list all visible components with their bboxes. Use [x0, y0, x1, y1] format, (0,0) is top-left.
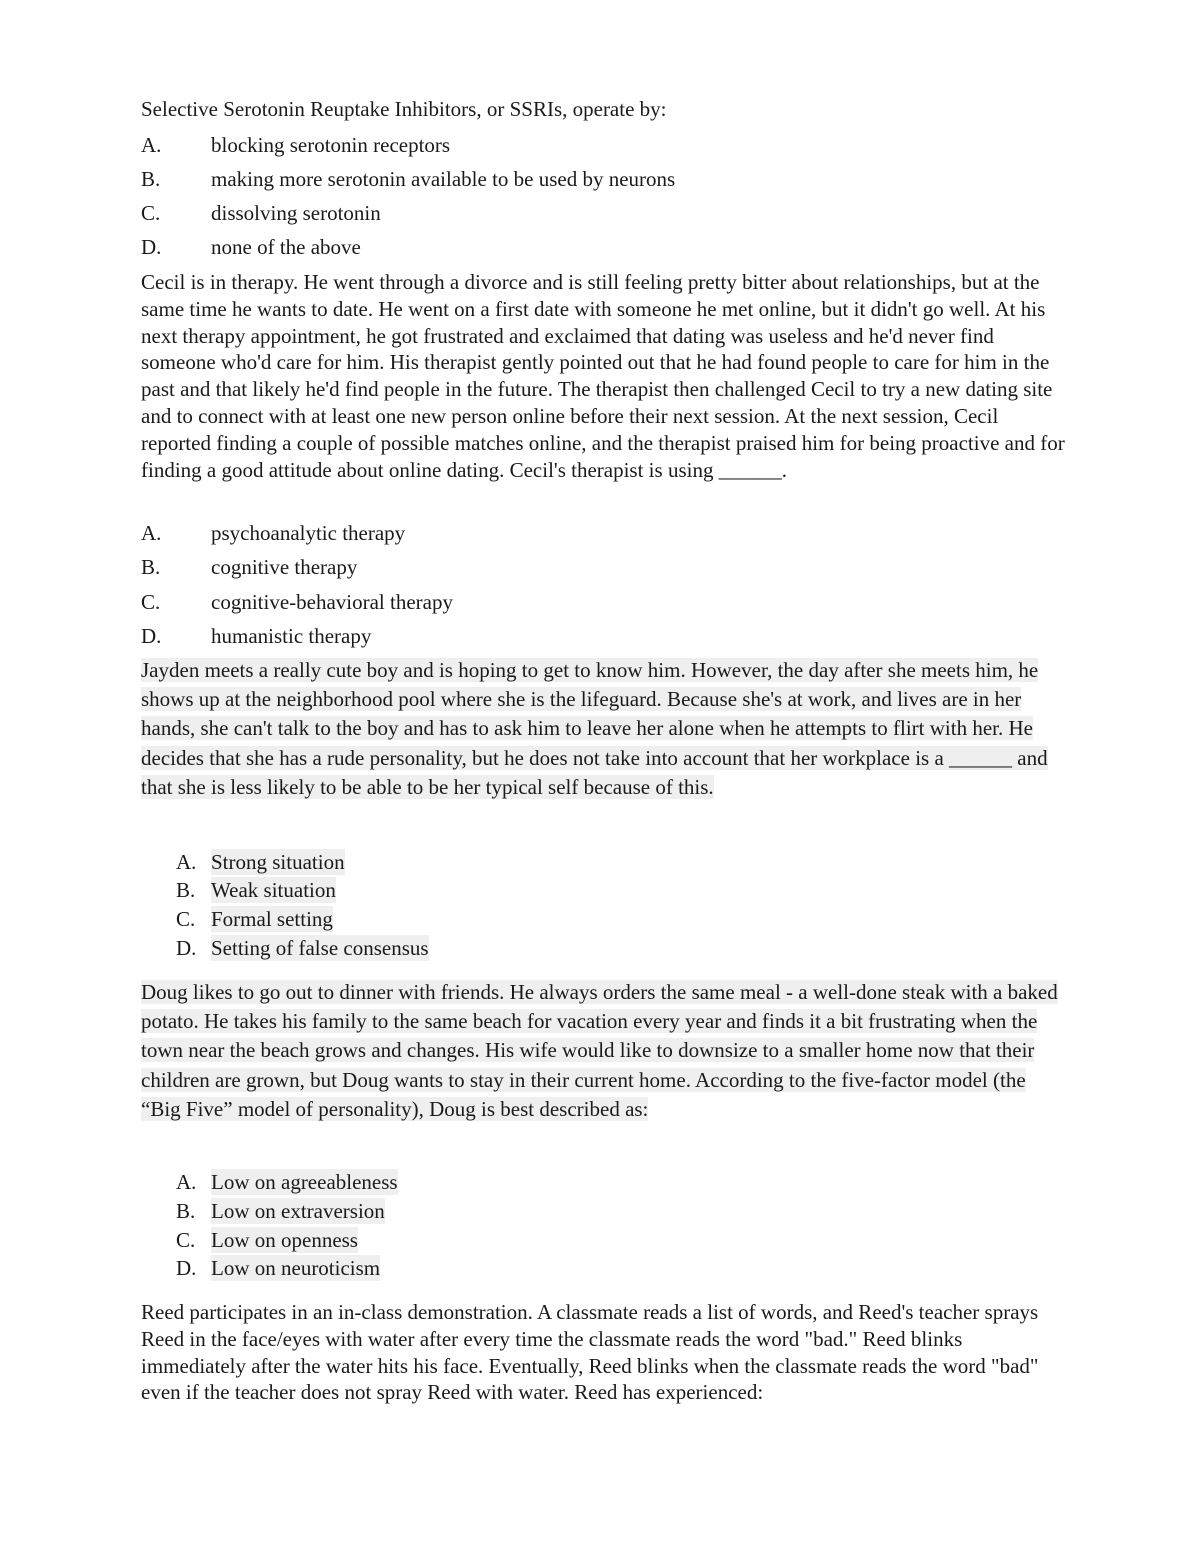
option-text: Strong situation — [211, 850, 345, 874]
question-2-stem: Cecil is in therapy. He went through a divorce and is still feeling pretty bitter about relationships, but at the same time he wants to date. He went on a first date with someone he met online, but it didn't go well. At his next therapy appointment, he got frustrated and exclaimed that dating was useless and he'd never find someone who'd care for him. His therapist gently pointed out that he had found people to care for him in the past and that likely he'd find people in the future. The therapist then challenged Cecil to try a new dating site and to connect with at least one new person online before their next session. At the next session, Cecil reported finding a couple of possible matches online, and the therapist praised him for being proactive and for finding a good attitude about online dating. Cecil's therapist is using ______. — [141, 270, 1065, 482]
option-text: psychoanalytic therapy — [211, 521, 406, 545]
option-text: cognitive-behavioral therapy — [211, 590, 453, 614]
question-3-stem-text: Jayden meets a really cute boy and is hoping to get to know him. However, the day after she meets him, he shows up at the neighborhood pool where she is the lifeguard. Because she's at work, and lives are in her hands, she can't talk to the boy and has to ask him to leave her alone when he attempts to flirt with her. He decides that she has a rude personality, but he does not take into account that her workplace is a ______ and that she is less likely to be able to be her typical self because of this. — [141, 658, 1048, 799]
question-4-stem — [141, 978, 1066, 1124]
option-text: making more serotonin available to be used by neurons — [211, 167, 676, 191]
question-5-stem: Reed participates in an in-class demonstration. A classmate reads a list of words, and Reed's teacher sprays Reed in the face/eyes with water after every time the classmate reads the word "bad." Reed blinks immediately after the water hits his face. Eventually, Reed blinks when the classmate reads the word "bad" even if the teacher does not spray Reed with water. Reed has experienced: — [141, 1300, 1039, 1405]
option-letter: C. — [141, 590, 161, 614]
option-text: Low on agreeableness — [211, 1170, 398, 1194]
option-letter: A. — [141, 133, 162, 157]
option-text: blocking serotonin receptors — [211, 133, 451, 157]
option-letter: D. — [141, 624, 162, 648]
option-text: humanistic therapy — [211, 624, 372, 648]
option-text: cognitive therapy — [211, 555, 358, 579]
option-letter: C. — [176, 1228, 196, 1252]
option-letter: A. — [176, 1170, 197, 1194]
question-4-stem-text: Doug likes to go out to dinner with friends. He always orders the same meal - a well-done steak with a baked potato. He takes his family to the same beach for vacation every year and finds it a bit frustrating when the town near the beach grows and changes. His wife would like to downsize to a smaller home now that their children are grown, but Doug wants to stay in their current home. According to the five-factor model (the “Big Five” model of personality), Doug is best described as: — [141, 980, 1058, 1121]
option-letter: B. — [176, 878, 196, 902]
option-letter: C. — [141, 201, 161, 225]
option-letter: B. — [141, 555, 161, 579]
option-text: Weak situation — [211, 878, 336, 902]
option-text: Setting of false consensus — [211, 936, 429, 960]
option-letter: D. — [176, 1256, 197, 1280]
option-text: Formal setting — [211, 907, 333, 931]
option-text: Low on openness — [211, 1228, 358, 1252]
question-3-stem — [141, 656, 1066, 802]
option-letter: A. — [176, 850, 197, 874]
question-1-stem: Selective Serotonin Reuptake Inhibitors, or SSRIs, operate by: — [141, 97, 667, 121]
option-letter: D. — [176, 936, 197, 960]
option-text: Low on neuroticism — [211, 1256, 381, 1280]
option-text: none of the above — [211, 235, 361, 259]
option-letter: D. — [141, 235, 162, 259]
option-letter: C. — [176, 907, 196, 931]
option-letter: B. — [141, 167, 161, 191]
option-text: dissolving serotonin — [211, 201, 381, 225]
option-letter: A. — [141, 521, 162, 545]
option-text: Low on extraversion — [211, 1199, 385, 1223]
option-letter: B. — [176, 1199, 196, 1223]
